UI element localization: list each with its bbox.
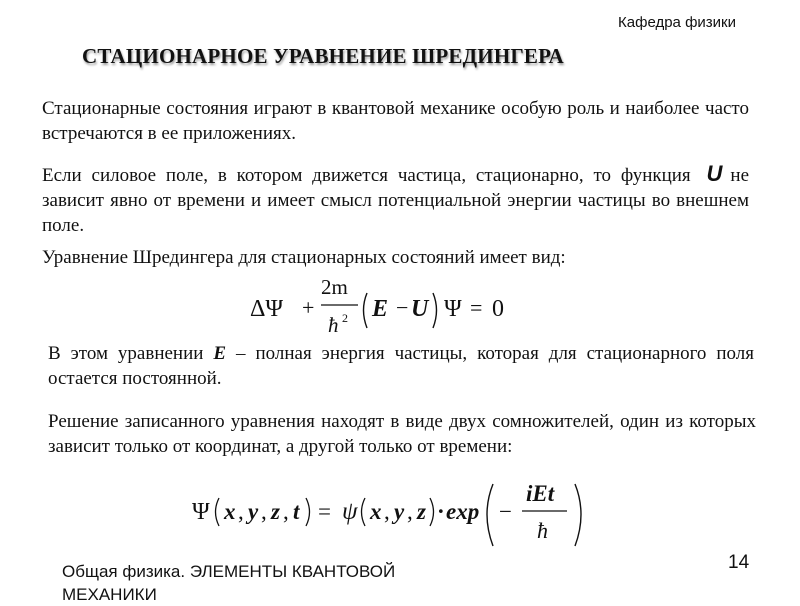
eq1-psi: Ψ [444,296,462,322]
eq1-minus: − [396,295,409,320]
paragraph-force-field-text: Если силовое поле, в котором движется частица, стационарно, то функция [42,165,691,186]
eq2-y: y [248,499,259,524]
eq2-dot: · [437,499,445,524]
paragraph-equation-intro: Уравнение Шредингера для стационарных состояний имеет вид: [42,247,566,268]
eq1-numerator: 2m [321,275,348,299]
eq1-plus: + [302,295,315,320]
eq2-comma-4: , [384,499,390,524]
eq2-psi: Ψ [192,499,210,525]
eq2-comma-5: , [407,499,413,524]
eq2-z-2: z [417,499,426,524]
eq2-psi-small: ψ [342,498,358,525]
eq1-zero: 0 [492,296,504,322]
eq2-paren-close-1 [306,498,310,526]
eq2-x-2: x [370,499,382,524]
paragraph-solution: Решение записанного уравнения находят в виде двух сомножителей, один из которых зависит только от координат, а другой только от времени: [48,411,756,457]
eq2-equals: = [318,499,331,524]
eq2-paren-open-1 [216,498,220,526]
course-footer: Общая физика. ЭЛЕМЕНТЫ КВАНТОВОЙ МЕХАНИКИ [62,562,396,604]
paragraph-energy-note-text: В этом уравнении [48,343,204,364]
paragraph-stationary-states: Стационарные состояния играют в квантовой механике особую роль и наиболее часто встречаются в ее приложениях. [42,98,749,144]
eq2-comma-1: , [238,499,244,524]
paragraph-force-field [42,161,749,238]
eq1-hbar: ħ [328,313,339,337]
eq2-x: x [224,499,236,524]
eq2-paren-close-2 [430,498,434,526]
paragraph-force-field-rest: не зависит явно от времени и имеет смысл потенциальной энергии частицы во внешнем поле. [42,165,750,236]
potential-symbol: U [706,161,723,186]
eq2-big-paren-open [487,484,493,546]
schrodinger-stationary-equation [246,272,516,344]
eq1-hbar-power: 2 [342,311,348,325]
slide-title: СТАЦИОНАРНОЕ УРАВНЕНИЕ ШРЕДИНГЕРА [82,44,564,68]
eq2-t: t [293,499,300,524]
eq2-z: z [271,499,280,524]
eq2-y-2: y [394,499,405,524]
eq2-big-paren-close [575,484,581,546]
eq2-exp: exp [446,499,480,524]
eq1-energy: E [372,296,389,322]
paragraph-energy-note-rest: – полная энергия частицы, которая для стационарного поля остается постоянной. [48,343,755,389]
eq2-minus: − [499,499,512,524]
paragraph-energy-note [48,341,754,391]
eq2-paren-open-2 [362,498,366,526]
eq1-equals: = [470,295,483,320]
eq1-left-paren [364,293,368,328]
eq1-potential: U [411,296,429,322]
eq2-numerator: iEt [526,481,555,506]
department-label: Кафедра физики [618,14,736,31]
eq1-right-paren [433,293,437,328]
page-number: 14 [728,552,750,573]
eq2-comma-3: , [283,499,289,524]
eq1-laplacian-psi: ΔΨ [250,296,284,322]
energy-symbol: E [213,343,227,364]
eq2-hbar: ħ [537,518,548,543]
wavefunction-separation-equation [190,476,590,554]
eq2-comma-2: , [261,499,267,524]
